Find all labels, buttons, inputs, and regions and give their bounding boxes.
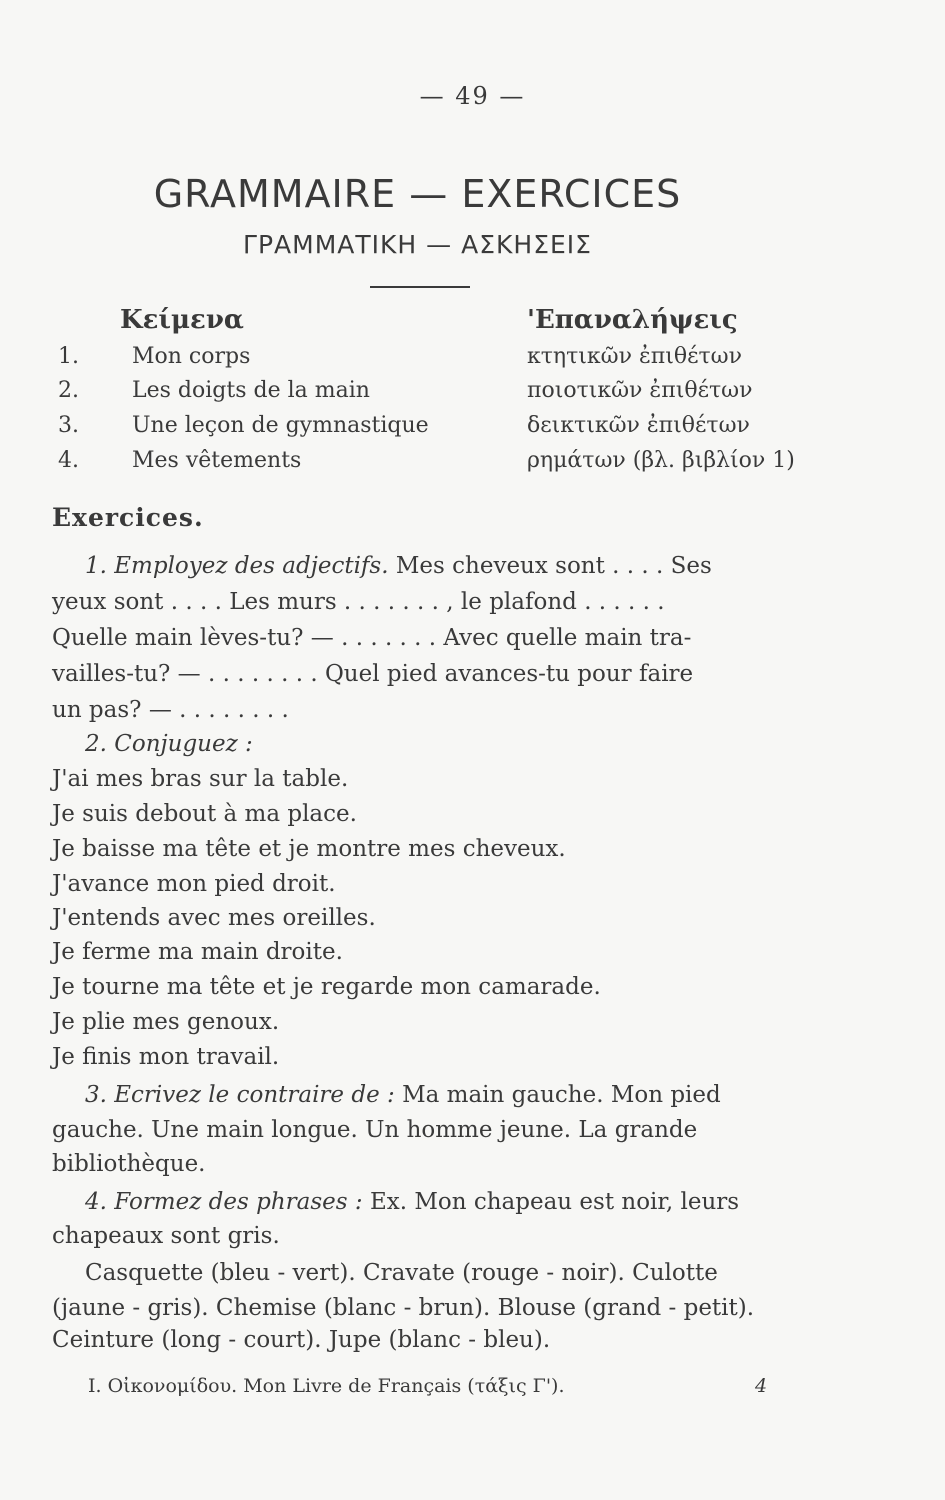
exercise-2-line: Je finis mon travail.: [52, 1044, 280, 1070]
exercise-2-line: Je plie mes genoux.: [52, 1009, 280, 1035]
text-item: [58, 378, 370, 403]
reviews-heading: 'Επαναλήψεις: [527, 305, 738, 335]
exercise-1-line: vailles-tu? — . . . . . . . . Quel pied avances-tu pour faire: [52, 661, 694, 687]
exercise-1-line: Quelle main lèves-tu? — . . . . . . . Avec quelle main tra-: [52, 625, 692, 651]
exercise-3-line: [85, 1077, 721, 1113]
exercise-3-line: bibliothèque.: [52, 1151, 206, 1177]
review-item: κτητικῶν ἐπιθέτων: [527, 344, 742, 369]
review-item: ποιοτικῶν ἐπιθέτων: [527, 378, 753, 403]
review-item: ρημάτων (βλ. βιβλίον 1): [527, 448, 795, 473]
text-item-label: Une leçon de gymnastique: [132, 413, 429, 438]
exercise-1-text: Mes cheveux sont . . . . Ses: [395, 553, 712, 579]
text-item-label: Les doigts de la main: [132, 378, 370, 403]
exercise-2-line: Je baisse ma tête et je montre mes cheveux.: [52, 836, 566, 862]
exercise-1-line: un pas? — . . . . . . . .: [52, 697, 289, 723]
exercise-4-line: Casquette (bleu - vert). Cravate (rouge - noir). Culotte: [85, 1260, 718, 1286]
text-item-number: 3.: [58, 413, 79, 438]
exercise-2-line: Je ferme ma main droite.: [52, 939, 343, 965]
exercise-2-line: J'avance mon pied droit.: [52, 871, 336, 897]
text-item: [58, 344, 250, 369]
exercise-4-line: Ceinture (long - court). Jupe (blanc - bleu).: [52, 1327, 551, 1353]
title-divider: [370, 286, 470, 288]
text-item: [58, 448, 301, 473]
text-item-label: Mon corps: [132, 344, 251, 369]
exercise-2-line: Je tourne ma tête et je regarde mon camarade.: [52, 974, 601, 1000]
footer-citation: I. Οἰκονομίδου. Mon Livre de Français (τάξις Γ').: [88, 1375, 565, 1397]
page-subtitle: ΓΡΑΜΜΑΤΙΚΗ — ΑΣΚΗΣΕΙΣ: [243, 230, 592, 259]
exercises-heading: Exercices.: [52, 503, 204, 532]
texts-heading: Κείμενα: [120, 305, 244, 335]
exercise-3-label: 3. Ecrivez le contraire de :: [85, 1082, 395, 1108]
page-number: — 49 —: [419, 82, 526, 110]
text-item-number: 4.: [58, 448, 79, 473]
exercise-3-line: gauche. Une main longue. Un homme jeune. La grande: [52, 1117, 698, 1143]
exercise-4-line: chapeaux sont gris.: [52, 1223, 280, 1249]
exercise-4-label: 4. Formez des phrases :: [85, 1189, 363, 1215]
exercise-2-line: Je suis debout à ma place.: [52, 801, 357, 827]
exercise-4-line: [85, 1184, 739, 1220]
text-item-number: 1.: [58, 344, 79, 369]
exercise-4-line: (jaune - gris). Chemise (blanc - brun). Blouse (grand - petit).: [52, 1295, 755, 1321]
exercise-2-line: J'ai mes bras sur la table.: [52, 766, 349, 792]
review-item: δεικτικῶν ἐπιθέτων: [527, 413, 750, 438]
exercise-2-line: J'entends avec mes oreilles.: [52, 905, 376, 931]
exercise-2-label: 2. Conjuguez :: [85, 731, 253, 757]
page-title: GRAMMAIRE — EXERCICES: [153, 172, 682, 216]
exercise-1-line: [85, 548, 712, 584]
sheet-number: 4: [755, 1375, 768, 1397]
text-item-label: Mes vêtements: [132, 448, 302, 473]
exercise-1-label: 1. Employez des adjectifs.: [85, 553, 389, 579]
exercise-3-text: Ma main gauche. Mon pied: [402, 1082, 721, 1108]
exercise-4-text: Ex. Mon chapeau est noir, leurs: [369, 1189, 740, 1215]
text-item-number: 2.: [58, 378, 79, 403]
exercise-1-line: yeux sont . . . . Les murs . . . . . . . , le plafond . . . . . .: [52, 589, 665, 615]
text-item: [58, 413, 429, 438]
